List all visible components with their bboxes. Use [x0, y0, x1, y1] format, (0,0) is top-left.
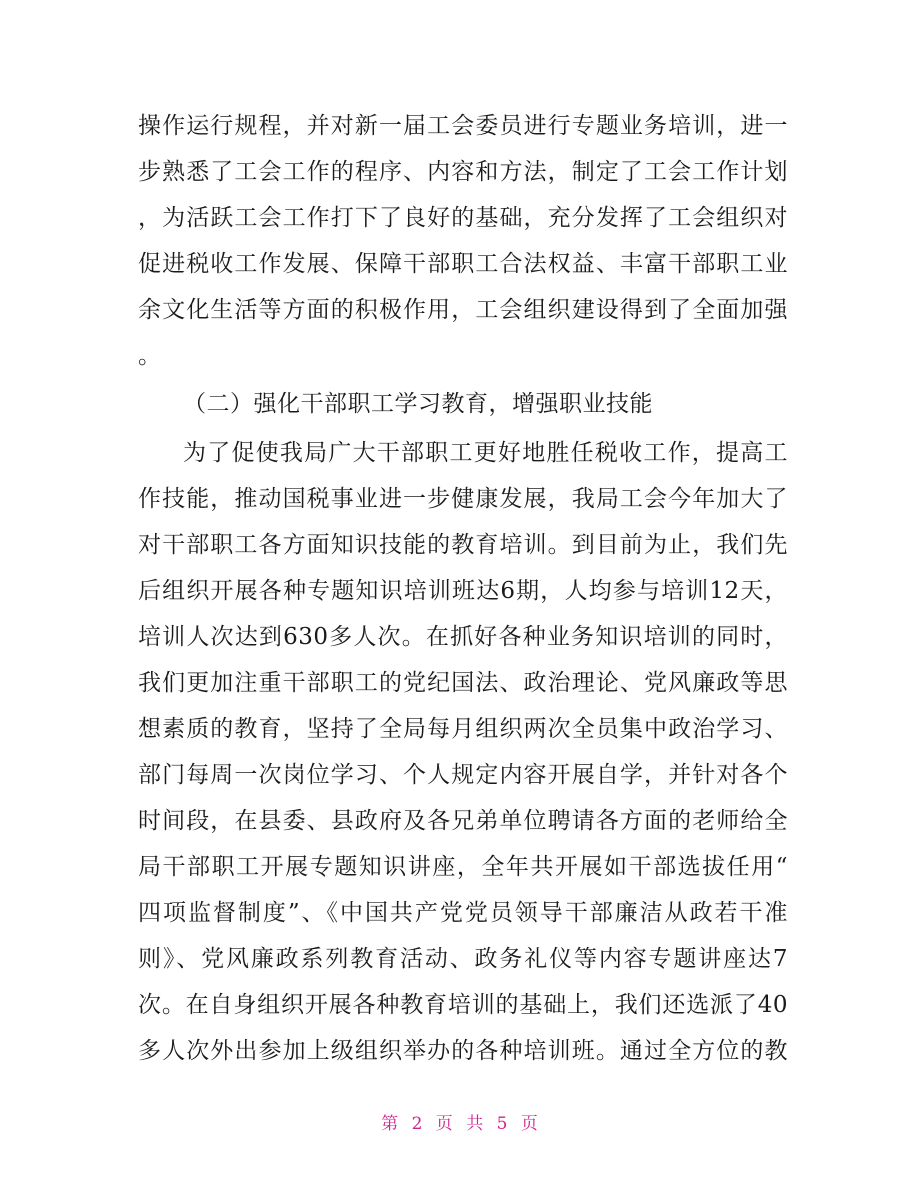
paragraph-2-line-12: 则》、党风廉政系列教育活动、政务礼仪等内容专题讲座达7	[138, 946, 788, 972]
paragraph-1-line-5: 余文化生活等方面的积极作用，工会组织建设得到了全面加强	[138, 297, 788, 323]
footer-total-pages: 5	[496, 1114, 509, 1134]
paragraph-1-line-1: 操作运行规程，并对新一届工会委员进行专题业务培训，进一	[138, 113, 788, 139]
footer-prefix: 第	[381, 1114, 400, 1134]
paragraph-2-line-1: 为了促使我局广大干部职工更好地胜任税收工作，提高工	[183, 440, 788, 466]
paragraph-2-line-5: 培训人次达到630多人次。在抓好各种业务知识培训的同时，	[138, 624, 788, 650]
paragraph-1-line-4: 促进税收工作发展、保障干部职工合法权益、丰富干部职工业	[138, 251, 788, 277]
paragraph-2-line-10: 局干部职工开展专题知识讲座，全年共开展如干部选拔任用“	[138, 854, 788, 880]
paragraph-2-line-2: 作技能，推动国税事业进一步健康发展，我局工会今年加大了	[138, 486, 788, 512]
footer-page-label: 页	[435, 1114, 454, 1134]
paragraph-1-line-6: 。	[138, 343, 162, 369]
paragraph-2-line-3: 对干部职工各方面知识技能的教育培训。到目前为止，我们先	[138, 532, 788, 558]
paragraph-2-line-11: 四项监督制度”、《中国共产党党员领导干部廉洁从政若干准	[138, 900, 788, 926]
footer-current-page: 2	[411, 1114, 424, 1134]
paragraph-2-line-13: 次。在自身组织开展各种教育培训的基础上，我们还选派了40	[138, 992, 788, 1018]
paragraph-2-line-8: 部门每周一次岗位学习、个人规定内容开展自学，并针对各个	[138, 762, 788, 788]
paragraph-1-line-3: ，为活跃工会工作打下了良好的基础，充分发挥了工会组织对	[138, 205, 788, 231]
paragraph-2-line-7: 想素质的教育，坚持了全局每月组织两次全员集中政治学习、	[138, 716, 788, 742]
section-heading: （二）强化干部职工学习教育，增强职业技能	[183, 391, 653, 417]
paragraph-2-line-4: 后组织开展各种专题知识培训班达6期，人均参与培训12天，	[138, 578, 788, 604]
paragraph-2-line-9: 时间段，在县委、县政府及各兄弟单位聘请各方面的老师给全	[138, 808, 788, 834]
paragraph-2-line-14: 多人次外出参加上级组织举办的各种培训班。通过全方位的教	[138, 1038, 788, 1064]
footer-suffix: 页	[520, 1114, 539, 1134]
footer-total-label: 共	[466, 1114, 485, 1134]
paragraph-2-line-6: 我们更加注重干部职工的党纪国法、政治理论、党风廉政等思	[138, 670, 788, 696]
paragraph-1-line-2: 步熟悉了工会工作的程序、内容和方法，制定了工会工作计划	[138, 159, 788, 185]
page-footer	[0, 1112, 920, 1136]
